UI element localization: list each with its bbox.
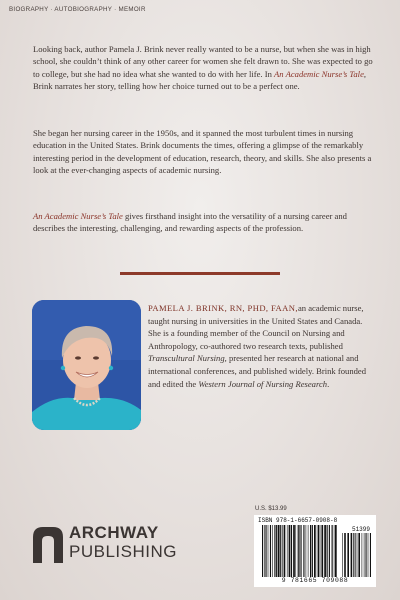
synopsis-paragraph-1 <box>33 43 373 93</box>
publisher-name-line2: PUBLISHING <box>69 542 177 561</box>
barcode-stripe <box>268 525 269 577</box>
barcode-stripe <box>320 525 321 577</box>
barcode-stripe <box>280 525 281 577</box>
price-code: 51399 <box>351 526 370 533</box>
barcode-stripe <box>324 525 326 577</box>
barcode-stripe <box>310 525 311 577</box>
barcode-stripe <box>314 525 316 577</box>
barcode-stripe <box>312 525 313 577</box>
barcode-stripe <box>327 525 328 577</box>
isbn-text: ISBN 978-1-6657-0908-8 <box>258 517 338 524</box>
barcode-stripe <box>284 525 286 577</box>
price-label: U.S. $13.99 <box>255 506 287 512</box>
barcode-stripe <box>344 533 346 577</box>
barcode-stripe <box>329 525 330 577</box>
barcode-stripe <box>272 525 273 577</box>
barcode-stripe <box>276 525 277 577</box>
barcode-stripe <box>308 525 309 577</box>
barcode-stripe <box>366 533 367 577</box>
barcode-stripe <box>306 525 307 577</box>
barcode-stripe <box>321 525 323 577</box>
barcode-stripe <box>298 525 299 577</box>
book-title-inline: An Academic Nurse’s Tale <box>274 68 364 79</box>
author-bio <box>148 302 370 390</box>
archway-logo-icon <box>33 527 63 563</box>
barcode-stripe <box>265 525 266 577</box>
barcode-stripe <box>317 525 318 577</box>
barcode-stripe <box>289 525 291 577</box>
category-label: BIOGRAPHY · AUTOBIOGRAPHY · MEMOIR <box>9 6 146 13</box>
barcode-stripe <box>364 533 365 577</box>
barcode-stripe <box>262 525 263 577</box>
bio-text: , presented her research at national and international conferences, and published widely. Brink founded and edited the <box>148 353 367 389</box>
barcode-stripe <box>303 525 304 577</box>
barcode-stripe <box>347 533 349 577</box>
barcode-stripe <box>335 525 337 577</box>
synopsis-text: gives firsthand insight into the versatility of a nursing career and describes the interesting, challenging, and rewarding aspects of the profession. <box>33 211 347 234</box>
barcode-stripe <box>295 525 296 577</box>
barcode <box>254 515 376 587</box>
barcode-stripe <box>362 533 363 577</box>
bio-text: an academic nurse, taught nursing in universities in the United States and Canada. She is a founding member of the Council on Nursing and Anthropology, co-authored two research texts, published <box>148 303 364 351</box>
synopsis-text: , Brink narrates her story, telling how her choice turned out to be a perfect one. <box>33 68 367 92</box>
publisher-name-line1: ARCHWAY <box>69 523 159 542</box>
bio-text: . <box>327 378 330 389</box>
barcode-stripe <box>299 525 300 577</box>
barcode-stripe <box>293 525 295 577</box>
book-title-inline: Transcultural Nursing <box>148 353 225 364</box>
barcode-stripe <box>264 525 265 577</box>
barcode-bars <box>262 525 372 577</box>
barcode-stripe <box>274 525 275 577</box>
barcode-stripe <box>287 525 288 577</box>
barcode-stripe <box>358 533 360 577</box>
barcode-stripe <box>334 525 335 577</box>
barcode-stripe <box>368 533 369 577</box>
barcode-stripe <box>353 533 354 577</box>
synopsis-paragraph-2: She began her nursing career in the 1950s, and it spanned the most turbulent times in nursing education in the United States. Brink documents the times, offering a glimpse of the remarkably interesting period in the development of education, research, theory, and skills. She also presents a look at the ever-changing aspects of academic nursing. <box>33 128 372 176</box>
barcode-digits: 9 781665 709088 <box>281 577 349 584</box>
divider-rule <box>120 272 280 275</box>
publisher-name <box>69 524 177 562</box>
synopsis-text: Looking back, author Pamela J. Brink never really wanted to be a nurse, but when she was in high school, she couldn’t think of any other career for women she felt drawn to. She was expected to go to college, but she had no idea what she wanted to do with her life. In <box>33 44 373 79</box>
barcode-stripe <box>291 525 292 577</box>
barcode-stripe <box>301 525 302 577</box>
barcode-stripe <box>332 525 333 577</box>
barcode-stripe <box>318 525 319 577</box>
barcode-stripe <box>357 533 358 577</box>
barcode-stripe <box>282 525 283 577</box>
barcode-stripe <box>351 533 353 577</box>
book-title-inline: An Academic Nurse’s Tale <box>33 211 123 221</box>
barcode-stripe <box>278 525 280 577</box>
barcode-stripe <box>342 533 343 577</box>
journal-title-inline: Western Journal of Nursing Research <box>198 378 328 389</box>
barcode-stripe <box>270 525 271 577</box>
synopsis-paragraph-3 <box>33 210 373 235</box>
author-photo <box>32 300 141 430</box>
author-name: PAMELA J. BRINK, RN, PHD, FAAN, <box>148 303 298 313</box>
barcode-stripe <box>355 533 356 577</box>
barcode-stripe <box>370 533 371 577</box>
